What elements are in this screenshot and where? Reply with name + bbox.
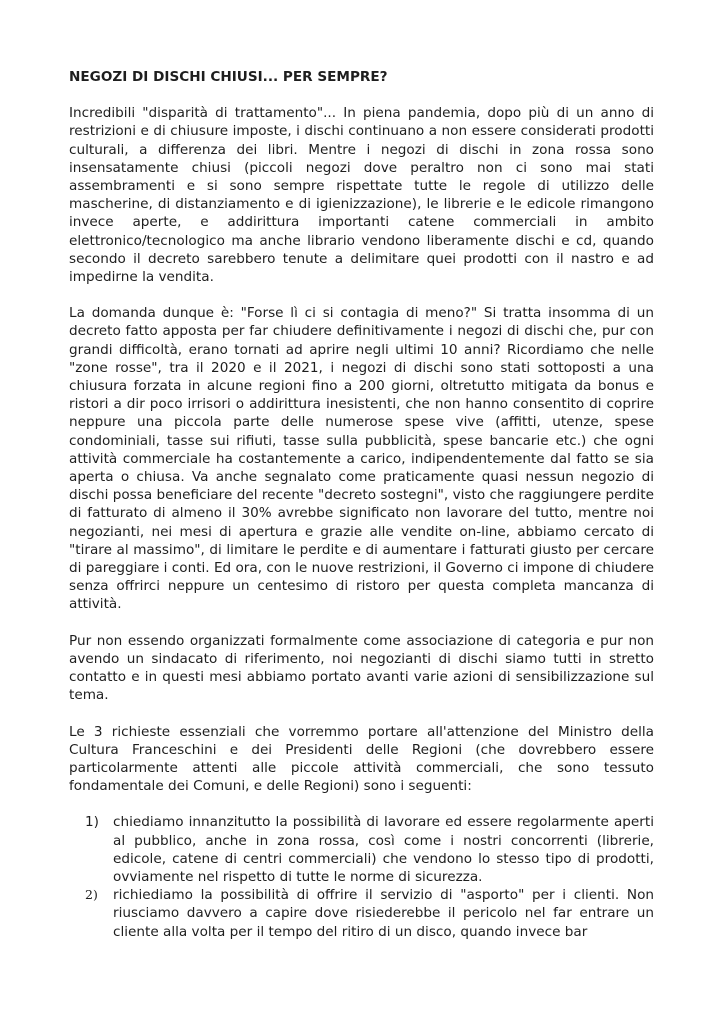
requests-list xyxy=(69,813,654,940)
paragraph-contacts: Pur non essendo organizzati formalmente come associazione di categoria e pur non avendo un sindacato di riferimento, noi negozianti di dischi siamo tutti in stretto contatto e in questi mesi abbiamo portato avanti varie azioni di sensibilizzazione sul tema. xyxy=(69,632,654,704)
list-item xyxy=(69,886,654,941)
paragraph-intro: Incredibili "disparità di trattamento"... In piena pandemia, dopo più di un anno di restrizioni e di chiusure imposte, i dischi continuano a non essere considerati prodotti culturali, a differenza dei libri. Mentre i negozi di dischi in zona rossa sono insensatamente chiusi (piccoli negozi dove peraltro non ci sono mai stati assembramenti e si sono sempre rispettate tutte le regole di utilizzo delle mascherine, di distanziamento e di igienizzazione), le librerie e le edicole rimangono invece aperte, e addirittura importanti catene commerciali in ambito elettronico/tecnologico ma anche librario vendono liberamente dischi e cd, quando secondo il decreto sarebbero tenute a delimitare quei prodotti con il nastro e ad impedirne la vendita. xyxy=(69,105,654,286)
list-item-text: richiediamo la possibilità di offrire il servizio di "asporto" per i clienti. Non riusciamo davvero a capire dove risiederebbe il pericolo nel far entrare un cliente alla volta per il tempo del ritiro di un disco, quando invece bar xyxy=(113,887,654,940)
list-marker: 2) xyxy=(85,887,98,903)
document-page xyxy=(69,68,654,941)
document-title: NEGOZI DI DISCHI CHIUSI... PER SEMPRE? xyxy=(69,69,388,85)
paragraph-question: La domanda dunque è: "Forse lì ci si contagia di meno?" Si tratta insomma di un decreto fatto apposta per far chiudere definitivamente i negozi di dischi che, pur con grandi difficoltà, erano tornati ad aprire negli ultimi 10 anni? Ricordiamo che nelle "zone rosse", tra il 2020 e il 2021, i negozi di dischi sono stati sottoposti a una chiusura forzata in alcune regioni fino a 200 giorni, oltretutto mitigata da bonus e ristori a dir poco irrisori o addirittura inesistenti, che non hanno consentito di coprire neppure una piccola parte delle numerose spese vive (affitti, utenze, spese condominiali, tasse sui rifiuti, tasse sulla pubblicità, spese bancarie etc.) che ogni attività commerciale ha costantemente a carico, indipendentemente dal fatto se sia aperta o chiusa. Va anche segnalato come praticamente quasi nessun negozio di dischi possa beneficiare del recente "decreto sostegni", visto che raggiungere perdite di fatturato di almeno il 30% avrebbe significato non lavorare del tutto, mentre noi negozianti, nei mesi di apertura e grazie alle vendite on-line, abbiamo cercato di "tirare al massimo", di limitare le perdite e di aumentare i fatturati giusto per cercare di pareggiare i conti. Ed ora, con le nuove restrizioni, il Governo ci impone di chiudere senza offrirci neppure un centesimo di ristoro per questa completa mancanza di attività. xyxy=(69,305,654,613)
list-item-text: chiediamo innanzitutto la possibilità di lavorare ed essere regolarmente aperti al pubblico, anche in zona rossa, così come i nostri concorrenti (librerie, edicole, catene di centri commerciali) che vendono lo stesso tipo di prodotti, ovviamente nel rispetto di tutte le norme di sicurezza. xyxy=(113,814,654,885)
paragraph-requests-intro: Le 3 richieste essenziali che vorremmo portare all'attenzione del Ministro della Cultura Franceschini e dei Presidenti delle Regioni (che dovrebbero essere particolarmente attenti alle piccole attività commerciali, che sono tessuto fondamentale dei Comuni, e delle Regioni) sono i seguenti: xyxy=(69,723,654,795)
list-item xyxy=(69,813,654,886)
list-marker: 1) xyxy=(85,814,99,831)
